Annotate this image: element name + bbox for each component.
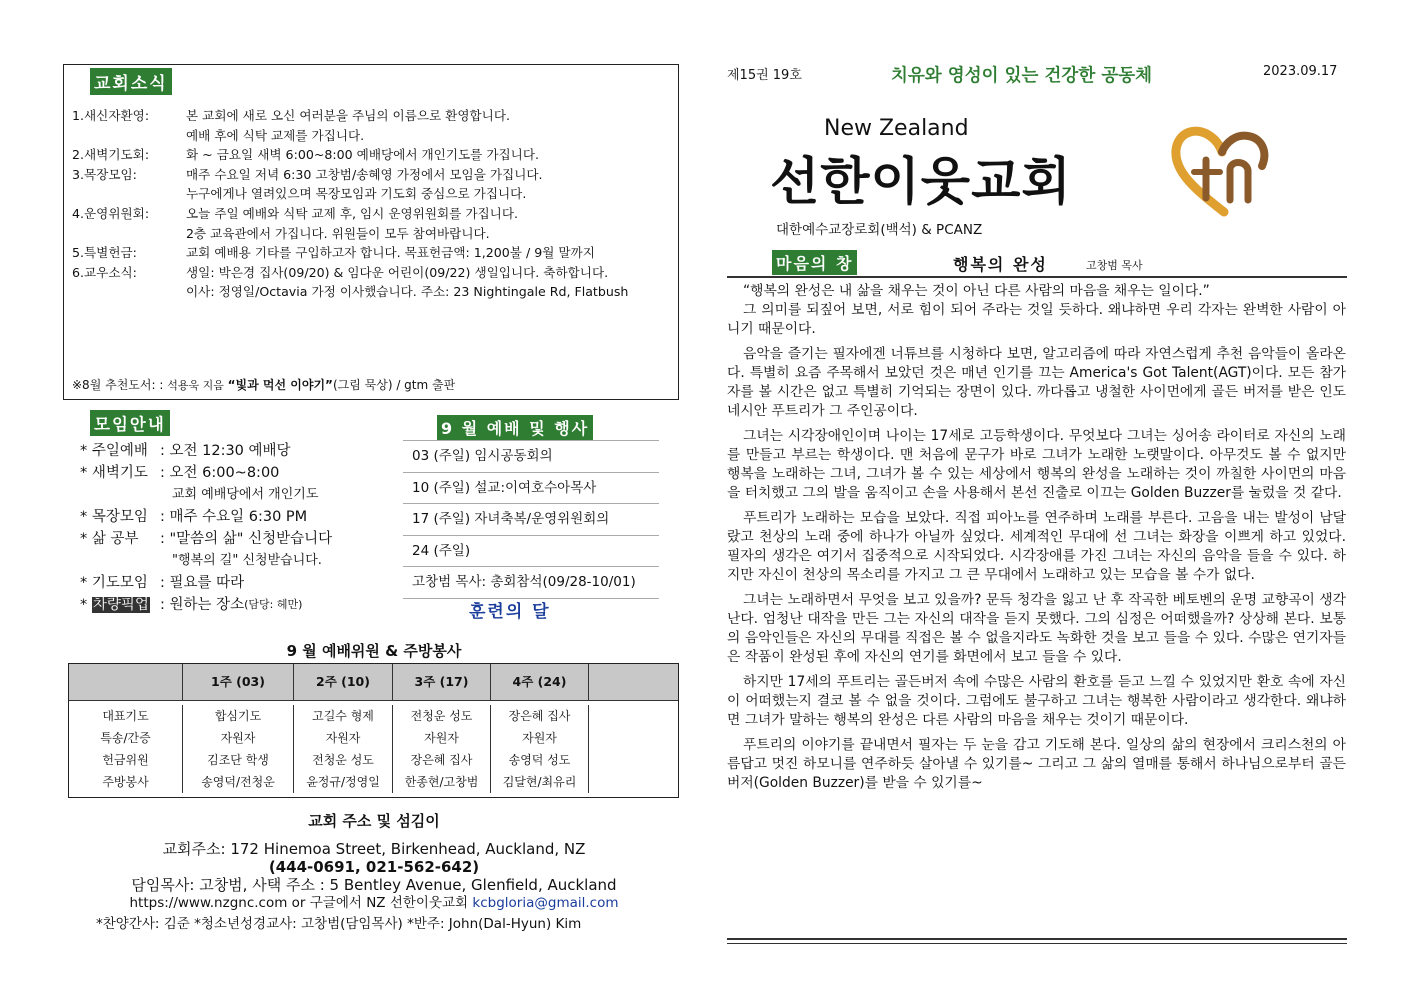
news-item-label: 2.새벽기도회: xyxy=(72,147,150,163)
column-paragraph: 하지만 17세의 푸트리는 골든버저 속에 수많은 사람의 환호를 듣고 느낄 수 있었지만 환호 속에 자신이 어떠했는지 결코 볼 수 없을 것이다. 그럼에도 불구하고 그녀는 행복한 사람이라고 생각한다. 왜냐하면 그녀가 말하는 행복의 완성은 다른 사람의 마음을 채우는 것이기 때문이다. xyxy=(727,674,1346,728)
events-list xyxy=(403,440,659,599)
event-row: 고창범 목사: 총회참석(09/28-10/01) xyxy=(403,566,659,599)
bulletin-date: 2023.09.17 xyxy=(1263,64,1338,79)
duty-week-column xyxy=(294,705,393,793)
column-bottom-rule xyxy=(727,938,1347,944)
column-author: 고창범 목사 xyxy=(1086,259,1143,272)
duty-cell: 자원자 xyxy=(220,731,256,745)
event-row: 17 (주일) 자녀축복/운영위원회의 xyxy=(403,503,659,535)
news-item xyxy=(72,263,676,302)
column-paragraph: 그녀는 노래하면서 무엇을 보고 있을까? 문득 청각을 잃고 난 후 작곡한 베토벤의 운명 교향곡이 생각난다. 엄청난 대작을 만든 그는 자신의 대작을 듣지 못했다. 그의 심정은 어떠했을까? 상상해 본다. 보통의 음악인들은 자신의 무대를 직접은 볼 수 없을지라도 녹화한 것을 보고 들을 수 있다. 수많은 연기자들은 작품이 완성된 후에 자신의 연기를 화면에서 보고 들을 수 있다. xyxy=(727,592,1346,665)
news-item-label: 3.목장모임: xyxy=(72,166,137,182)
duty-cell: 장은혜 집사 xyxy=(410,753,473,767)
duty-header-cell: 2주 (10) xyxy=(294,664,393,700)
recommended-book xyxy=(72,376,455,393)
meeting-value: : 필요를 따라 xyxy=(160,575,245,591)
duty-cell: 전청운 성도 xyxy=(312,753,374,767)
meeting-label: * 목장모임 xyxy=(80,509,148,525)
news-item xyxy=(72,165,676,204)
duty-cell: 고길수 형제 xyxy=(312,709,374,723)
denomination: 대한예수교장로회(백석) & PCANZ xyxy=(776,222,983,238)
duty-role: 특송/간증 xyxy=(100,731,151,745)
church-phone: (444-0691, 021-562-642) xyxy=(268,858,480,876)
meeting-value: : 오전 12:30 예배당 xyxy=(160,443,291,459)
book-publisher: (그림 묵상) / gtm 출판 xyxy=(332,378,456,392)
meetings-title: 모임안내 xyxy=(90,410,170,436)
duty-empty-column xyxy=(589,705,681,793)
news-item-label: 1.새신자환영: xyxy=(72,108,150,123)
meeting-item xyxy=(80,440,332,462)
news-item-text: 이사: 정영일/Octavia 가정 이사했습니다. 주소: 23 Nightingale Rd, Flatbush xyxy=(186,284,629,300)
duty-cell: 송영덕 성도 xyxy=(508,753,571,767)
duty-role: 대표기도 xyxy=(102,709,149,723)
meeting-value: : 매주 수요일 6:30 PM xyxy=(160,509,308,525)
duty-header-cell xyxy=(69,664,183,700)
column-paragraph: 음악을 즐기는 필자에겐 너튜브를 시청하다 보면, 알고리즘에 따라 자연스럽게 추천 음악들이 올라온다. 특별히 요즘 주목해서 보았던 것은 매년 인기를 끄는 America's Got Talent(AGT)이다. 모든 참가자를 볼 시간은 없고 특별히 기억되는 장면이 있다. 까다롭고 냉철한 사이먼에게 골든 버저를 받은 인도네시안 푸트리가 그 주인공이다. xyxy=(727,346,1346,419)
church-news-title: 교회소식 xyxy=(90,68,172,95)
column-tag: 마음의 창 xyxy=(772,250,857,275)
book-author: 석용욱 지음 xyxy=(167,379,224,392)
book-title: “빛과 먹선 이야기” xyxy=(227,378,333,392)
duty-table-body xyxy=(69,701,678,793)
email-link[interactable]: kcbgloria@gmail.com xyxy=(472,895,619,911)
meeting-note: (담당: 헤만) xyxy=(244,598,303,611)
column-paragraph: 푸트리가 노래하는 모습을 보았다. 직접 피아노를 연주하며 노래를 부른다. 고음을 내는 발성이 남달랐고 천상의 노래 중에 하나가 아닐까 싶었다. 세계적인 무대에 선 그녀는 화장을 이쁘게 하고 있었다. 필자의 생각은 여기서 집중적으로 시작되었다. 시각장애를 가진 그녀는 자신의 음악을 들을 수 있다. 하지만 자신이 천상의 목소리를 가지고 그 큰 무대에서 노래하고 있는 모습을 볼 수가 없다. xyxy=(727,510,1346,583)
duty-cell: 장은혜 집사 xyxy=(508,709,571,723)
church-news-list xyxy=(72,106,676,302)
column-body xyxy=(727,282,1346,799)
church-name: 선한이웃교회 xyxy=(770,153,1072,212)
duty-week-column xyxy=(491,705,589,793)
meeting-subtext: "행복의 길" 신청받습니다. xyxy=(172,553,322,568)
news-item xyxy=(72,204,676,243)
meeting-bullet: * xyxy=(80,597,92,613)
duty-cell: 윤정규/정영일 xyxy=(306,775,380,789)
column-paragraph: 그 의미를 되짚어 보면, 서로 힘이 되어 주라는 것일 듯하다. 왜냐하면 우리 각자는 완벽한 사람이 아니기 때문이다. xyxy=(727,302,1346,337)
meetings-list xyxy=(80,440,332,616)
column-paragraph: 그녀는 시각장애인이며 나이는 17세로 고등학생이다. 무엇보다 그녀는 싱어송 라이터로 자신의 노래를 만들고 부르는 학생이다. 맨 처음에 문구가 바로 그녀가 노래한 노랫말이다. 아무것도 볼 수 없지만 행복을 노래하는 그녀, 그녀가 볼 수 있는 세상에서 행복의 완성을 노래하는 것이 까칠한 사이먼의 마음을 터치했고 그의 발을 움직이고 손을 사용해서 본선 진출로 이끄는 Golden Buzzer를 눌렀을 것 같다. xyxy=(727,428,1346,501)
news-item-text: 본 교회에 새로 오신 여러분을 주님의 이름으로 환영합니다. xyxy=(186,108,510,123)
duty-header-cell: 3주 (17) xyxy=(393,664,491,700)
meeting-item xyxy=(80,506,332,528)
news-item-text: 화 ~ 금요일 새벽 6:00~8:00 예배당에서 개인기도를 가집니다. xyxy=(186,147,540,163)
meeting-item xyxy=(80,462,332,484)
event-row: 10 (주일) 설교:이여호수아목사 xyxy=(403,472,659,504)
meeting-label: * 새벽기도 xyxy=(80,465,148,481)
meeting-label: * 주일예배 xyxy=(80,443,148,459)
news-item-label: 6.교우소식: xyxy=(72,264,137,280)
meeting-label: * 삶 공부 xyxy=(80,531,139,547)
duty-cell: 송영덕/전청운 xyxy=(201,775,275,789)
column-divider xyxy=(727,276,1347,278)
news-item-text: 교회 예배용 기타를 구입하고자 합니다. 목표헌금액: 1,200불 / 9월 말까지 xyxy=(186,245,595,261)
month-theme: 훈련의 달 xyxy=(469,602,551,622)
duty-cell: 김달현/최유리 xyxy=(502,775,577,789)
news-item-text: 오늘 주일 예배와 식탁 교제 후, 임시 운영위원회를 가집니다. xyxy=(186,205,519,221)
meeting-item xyxy=(80,594,332,616)
event-row: 24 (주일) xyxy=(403,535,659,567)
meeting-subtext: 교회 예배당에서 개인기도 xyxy=(172,487,319,502)
book-label: ※8월 추천도서: : xyxy=(72,378,164,392)
duty-header-cell xyxy=(589,664,681,700)
duty-cell: 김조단 학생 xyxy=(207,753,269,767)
events-title: 9 월 예배 및 행사 xyxy=(437,415,593,440)
church-motto: 치유와 영성이 있는 건강한 공동체 xyxy=(891,66,1153,86)
column-title: 행복의 완성 xyxy=(953,255,1048,274)
church-address: 교회주소: 172 Hinemoa Street, Birkenhead, Auckland, NZ xyxy=(162,840,586,858)
news-item-label: 5.특별헌금: xyxy=(72,245,137,261)
pickup-label: 차량픽업 xyxy=(92,597,149,613)
news-item-text: 누구에게나 열려있으며 목장모임과 기도회 중심으로 가집니다. xyxy=(186,186,527,202)
duty-role: 주방봉사 xyxy=(102,775,149,789)
duty-header-cell: 1주 (03) xyxy=(183,664,294,700)
duty-cell: 자원자 xyxy=(424,731,459,745)
duty-cell: 자원자 xyxy=(325,731,361,745)
duty-week-column xyxy=(393,705,491,793)
news-item-text: 생일: 박은경 집사(09/20) & 임다운 어린이(09/22) 생일입니다. 축하합니다. xyxy=(186,264,609,280)
news-item-label: 4.운영위원회: xyxy=(72,205,150,221)
meeting-value: : 원하는 장소 xyxy=(160,597,245,613)
event-row: 03 (주일) 임시공동회의 xyxy=(403,440,659,472)
news-item xyxy=(72,106,676,145)
duty-week-column xyxy=(183,705,294,793)
column-paragraph: 푸트리의 이야기를 끝내면서 필자는 두 눈을 감고 기도해 본다. 일상의 삶의 현장에서 크리스천의 아름답고 멋진 하모니를 연주하듯 살아낼 수 있기를~ 그리고 그 삶의 열매를 통해서 하나님으로부터 골든버저(Golden Buzzer)를 받을 수 있기를~ xyxy=(727,737,1346,791)
meeting-item xyxy=(80,528,332,550)
duty-cell: 전청운 성도 xyxy=(410,709,473,723)
country-label: New Zealand xyxy=(824,116,969,141)
duty-table-header xyxy=(69,664,678,701)
duty-cell: 한종현/고창범 xyxy=(404,775,479,789)
duty-table xyxy=(68,663,679,798)
meeting-item xyxy=(80,572,332,594)
duty-cell: 자원자 xyxy=(522,731,557,745)
address-block xyxy=(69,840,679,912)
meeting-value: : "말씀의 삶" 신청받습니다 xyxy=(160,531,333,547)
news-item xyxy=(72,243,676,263)
issue-number: 제15권 19호 xyxy=(727,68,802,83)
news-item-text: 매주 수요일 저녁 6:30 고창범/송혜영 가정에서 모임을 가집니다. xyxy=(186,166,543,182)
news-item-text: 2층 교육관에서 가집니다. 위원들이 모두 참여바랍니다. xyxy=(186,225,490,241)
duty-header-cell: 4주 (24) xyxy=(491,664,589,700)
column-quote: “행복의 완성은 내 삶을 채우는 것이 아닌 다른 사람의 마음을 채우는 일이다.” xyxy=(743,283,1210,299)
meeting-label: * 기도모임 xyxy=(80,575,148,591)
duty-table-title: 9 월 예배위원 & 주방봉사 xyxy=(286,642,462,660)
church-logo-icon xyxy=(1166,120,1276,220)
news-item-text: 예배 후에 식탁 교제를 가집니다. xyxy=(186,127,365,143)
duty-roles-column xyxy=(69,705,183,793)
website-link[interactable]: https://www.nzgnc.com or 구글에서 NZ 선한이웃교회 xyxy=(129,895,469,911)
address-title: 교회 주소 및 섬김이 xyxy=(308,812,440,830)
staff-line: *찬양간사: 김준 *청소년성경교사: 고창범(담임목사) *반주: John(Dal-Hyun) Kim xyxy=(96,916,582,932)
pastor-address: 담임목사: 고창범, 사택 주소 : 5 Bentley Avenue, Glenfield, Auckland xyxy=(131,876,617,894)
meeting-value: : 오전 6:00~8:00 xyxy=(160,465,280,481)
duty-cell: 합심기도 xyxy=(214,709,262,723)
news-item xyxy=(72,145,676,165)
duty-role: 헌금위원 xyxy=(102,753,149,767)
